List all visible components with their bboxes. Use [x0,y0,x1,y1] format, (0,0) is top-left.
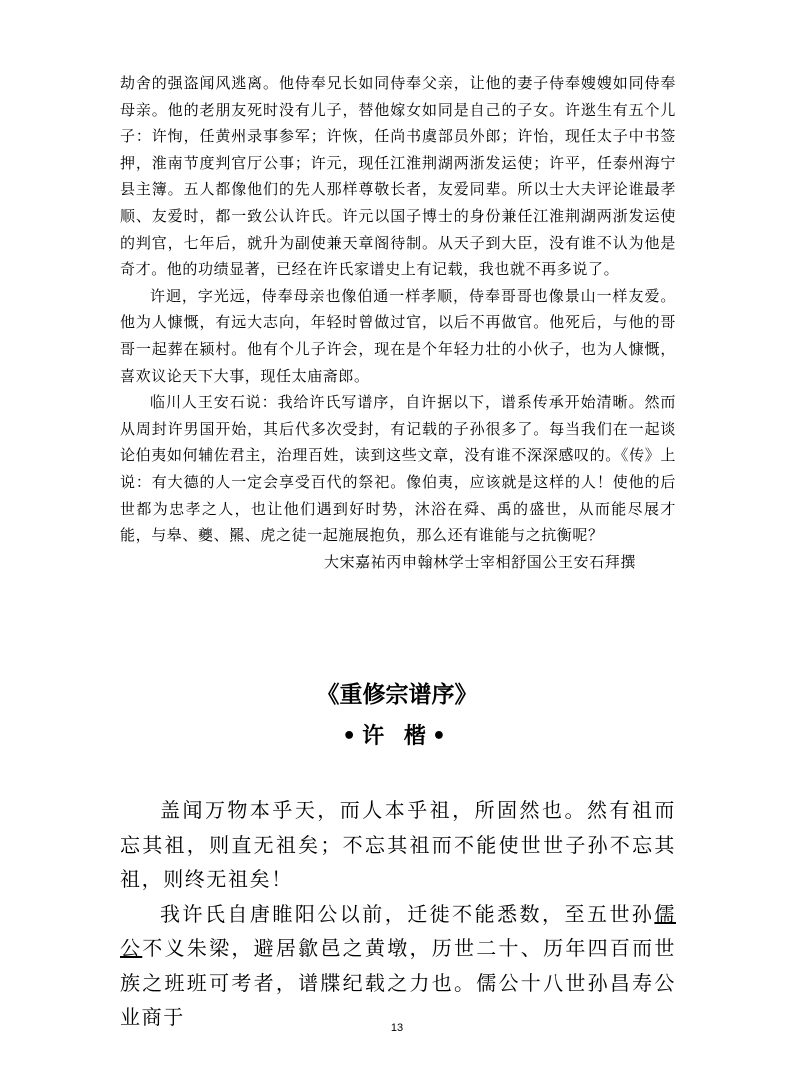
section-body [120,793,676,1035]
paragraph-continued: 劫舍的强盗闻风逃离。他侍奉兄长如同侍奉父亲，让他的妻子侍奉嫂嫂如同侍奉母亲。他的老朋友死时没有儿子，替他嫁女如同是自己的子女。许逖生有五个儿子：许恂，任黄州录事参军；许恢，任尚书虞部员外郎；许怡，现任太子中书签押，淮南节度判官厅公事；许元，现任江淮荆湖两浙发运使；许平，任泰州海宁县主簿。五人都像他们的先人那样尊敬长者，友爱同辈。所以士大夫评论谁最孝顺、友爱时，都一致公认许氏。许元以国子博士的身份兼任江淮荆湖两浙发运使的判官，七年后，就升为副使兼天章阁待制。从天子到大臣，没有谁不认为他是奇才。他的功绩显著，已经在许氏家谱史上有记载，我也就不再多说了。 [120,74,676,279]
previous-section-text [120,70,676,575]
body-paragraph-2-rest: 不义朱梁，避居歙邑之黄墩，历世二十、历年四百而世族之班班可考者，谱牒纪载之力也。儒公十八世孙昌寿公业商于 [120,936,676,1029]
paragraph-xu-jiong: 许迥，字光远，侍奉母亲也像伯通一样孝顺，侍奉哥哥也像景山一样友爱。他为人慷慨，有远大志向，年轻时曾做过官，以后不再做官。他死后，与他的哥哥一起葬在颍村。他有个儿子许会，现在是个年轻力壮的小伙子，也为人慷慨，喜欢议论天下大事，现任太庙斋郎。 [120,286,676,385]
underlined-name-rugong: 儒公 [120,901,676,960]
body-paragraph-2-start: 我许氏自唐睢阳公以前，迁徙不能悉数，至五世孙 [160,901,655,926]
signature-line: 大宋嘉祐丙申翰林学士宰相舒国公王安石拜撰 [323,552,636,571]
page-number: 13 [390,1022,404,1034]
paragraph-wang-anshi: 临川人王安石说：我给许氏写谱序，自许据以下，谱系传承开始清晰。然而从周封许男国开始，其后代多次受封，有记载的子孙很多了。每当我们在一起谈论伯夷如何辅佐君主，治理百姓，读到这些文章，没有谁不深深感叹的。《传》上说：有大德的人一定会享受百代的祭祀。像伯夷，应该就是这样的人！使他的后世都为忠孝之人，也让他们遇到好时势，沐浴在舜、禹的盛世，从而能尽展才能，与皋、夔、羆、虎之徒一起施展抱负，那么还有谁能与之抗衡呢？ [120,393,676,545]
body-paragraph-1: 盖闻万物本乎天，而人本乎祖，所固然也。然有祖而忘其祖，则直无祖矣；不忘其祖而不能使世世子孙不忘其祖，则终无祖矣！ [120,798,676,891]
body-paragraph-2 [120,897,676,1035]
section-author: •许 楷• [342,724,452,749]
section-title: 《重修宗谱序》 [316,682,478,708]
